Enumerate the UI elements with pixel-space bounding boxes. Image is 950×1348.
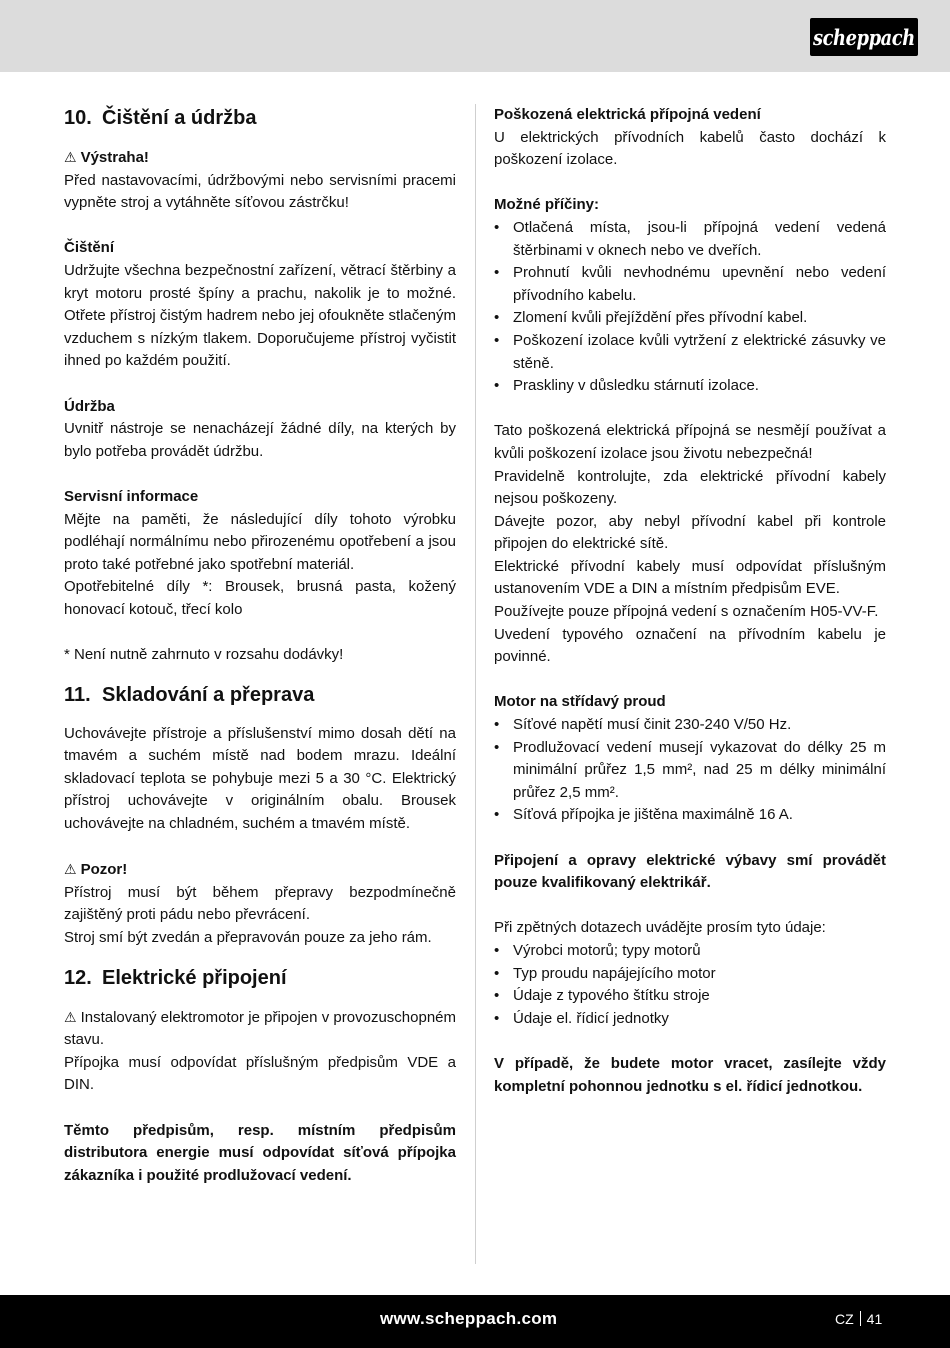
footnote: * Není nutně zahrnuto v rozsahu dodávky! <box>64 646 344 664</box>
page-num: 41 <box>866 1311 883 1327</box>
damaged-cables-text: U elektrických přívodních kabelů často dochází k poškození izolace. <box>494 128 886 169</box>
section-title-11: 11. Skladování a přeprava <box>64 683 315 706</box>
cable-type-text: Používejte pouze přípojná vedení s označením H05-VV-F. <box>494 603 879 621</box>
list-item: • Údaje z typového štítku stroje <box>494 985 886 1008</box>
wear-parts-text: Opotřebitelné díly *: Brousek, brusná pasta, kožený honovací kotouč, třecí kolo <box>64 578 456 618</box>
electrician-text: Připojení a opravy elektrické výbavy smí provádět pouze kvalifikovaný elektrikář. <box>494 851 886 892</box>
left-column <box>64 104 456 1187</box>
caution-text-1: Přístroj musí být během přepravy bezpodmínečně zajištěný proti pádu nebo převrácení. <box>64 883 456 924</box>
causes-heading: Možné příčiny: <box>494 196 600 214</box>
footer-bar <box>0 1295 950 1348</box>
column-divider <box>475 104 476 1264</box>
warning-triangle-icon: ⚠ <box>64 149 77 165</box>
list-item: • Zlomení kvůli přejíždění přes přívodní kabel. <box>494 307 886 330</box>
regulations-text: Těmto předpisům, resp. místním předpisům distributora energie musí odpovídat síťová přípojka zákazníka i použité prodlužovací vedení. <box>64 1121 456 1184</box>
standards-text: Elektrické přívodní kabely musí odpovídat příslušným ustanovením VDE a DIN a místním předpisům EVE. <box>494 557 886 598</box>
return-text: V případě, že budete motor vracet, zasílejte vždy kompletní pohonnou jednotku s el. řídicí jednotkou. <box>494 1054 886 1095</box>
language-code: CZ <box>835 1311 854 1327</box>
section-title-12: 12. Elektrické připojení <box>64 966 287 989</box>
warning-triangle-icon: ⚠ <box>64 1008 77 1025</box>
header-band <box>0 0 950 72</box>
page-separator <box>860 1311 861 1326</box>
warning-text: Před nastavovacími, údržbovými nebo servisními pracemi vypněte stroj a vytáhněte síťovou zástrčku! <box>64 171 456 212</box>
maintenance-text: Uvnitř nástroje se nenacházejí žádné díly, na kterých by bylo potřeba provádět údržbu. <box>64 420 456 460</box>
list-item: • Typ proudu napájejícího motor <box>494 963 886 986</box>
electric-text-1: ⚠ Instalovaný elektromotor je připojen v provozuschopném stavu. <box>64 1006 456 1052</box>
list-item: • Výrobci motorů; typy motorů <box>494 940 886 963</box>
page-number <box>835 1311 882 1327</box>
brand-logo-text: scheppach <box>813 24 915 50</box>
ac-motor-heading: Motor na střídavý proud <box>494 693 666 711</box>
damaged-cables-heading: Poškozená elektrická přípojná vedení <box>494 106 761 123</box>
right-column <box>494 104 886 1098</box>
damaged-warning-text: Tato poškozená elektrická přípojná se nesmějí používat a kvůli poškození izolace jsou životu nebezpečná! <box>494 422 886 462</box>
cleaning-text: Udržujte všechna bezpečnostní zařízení, větrací štěrbiny a kryt motoru prosté špíny a prachu, nakolik je to možné. Otřete přístroj čistým hadrem nebo jej ofoukněte stlačeným vzduchem s nízkým tlakem. Doporučujeme přístroj vyčistit ihned po každém použití. <box>64 261 456 370</box>
list-item: • Údaje el. řídicí jednotky <box>494 1008 886 1031</box>
list-item: • Poškození izolace kvůli vytržení z elektrické zásuvky ve stěně. <box>494 330 886 375</box>
warning-triangle-icon: ⚠ <box>64 861 77 878</box>
causes-list <box>494 217 886 398</box>
service-text: Mějte na paměti, že následující díly tohoto výrobku podléhají normálnímu nebo přirozenému opotřebení a jsou proto také potřebné jako spotřební materiál. <box>64 510 456 573</box>
list-item: • Praskliny v důsledku stárnutí izolace. <box>494 375 886 398</box>
section-title-10: 10. Čištění a údržba <box>64 107 257 129</box>
caution-heading: ⚠ Pozor! <box>64 858 456 882</box>
service-heading: Servisní informace <box>64 487 199 505</box>
cleaning-heading: Čištění <box>64 239 115 257</box>
type-label-text: Uvedení typového označení na přívodním kabelu je povinné. <box>494 625 886 666</box>
disconnect-text: Dávejte pozor, aby nebyl přívodní kabel při kontrole připojen do elektrické sítě. <box>494 512 886 553</box>
website-link[interactable]: www.scheppach.com <box>380 1309 558 1328</box>
brand-logo <box>810 18 918 56</box>
list-item: • Otlačená místa, jsou-li přípojná vedení vedená štěrbinami v oknech nebo ve dveřích. <box>494 217 886 262</box>
list-item: • Síťové napětí musí činit 230-240 V/50 Hz. <box>494 714 886 737</box>
list-item: • Prodlužovací vedení musejí vykazovat do délky 25 m minimální průřez 1,5 mm², nad 25 m délky minimální průřez 2,5 mm². <box>494 737 886 805</box>
list-item: • Prohnutí kvůli nevhodnému upevnění nebo vedení přívodního kabelu. <box>494 262 886 307</box>
storage-text: Uchovávejte přístroje a příslušenství mimo dosah dětí na tmavém a suchém místě nad bodem mrazu. Ideální skladovací teplota se pohybuje mezi 5 a 30 °C. Elektrický přístroj uchovávejte v originálním obalu. Brousek uchovávejte na chladném, suchém a tmavém místě. <box>64 724 456 833</box>
ac-motor-list <box>494 714 886 827</box>
queries-list <box>494 940 886 1030</box>
check-text: Pravidelně kontrolujte, zda elektrické přívodní kabely nejsou poškozeny. <box>494 467 886 508</box>
maintenance-heading: Údržba <box>64 397 115 415</box>
warning-heading: ⚠ Výstraha! <box>64 146 456 170</box>
caution-text-2: Stroj smí být zvedán a přepravován pouze za jeho rám. <box>64 929 432 946</box>
electric-text-2: Přípojka musí odpovídat příslušným předpisům VDE a DIN. <box>64 1053 456 1094</box>
list-item: • Síťová přípojka je jištěna maximálně 16 A. <box>494 804 886 827</box>
queries-text: Při zpětných dotazech uvádějte prosím tyto údaje: <box>494 919 826 937</box>
